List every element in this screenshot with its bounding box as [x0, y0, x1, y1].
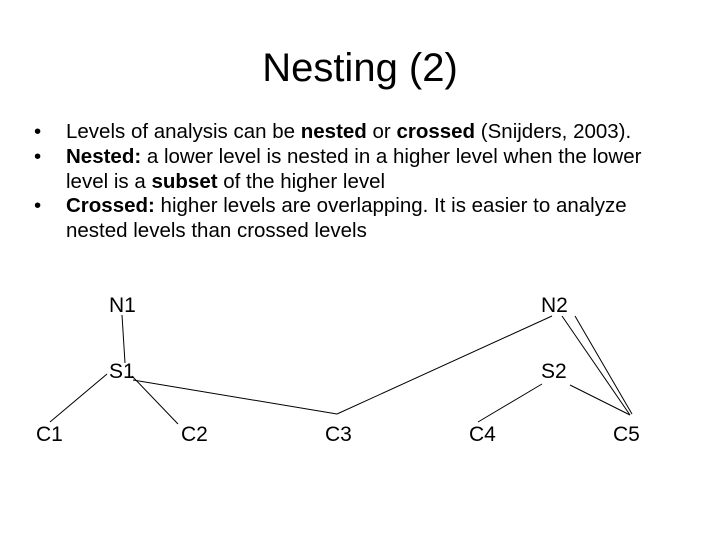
bullet-bold-text: Nested:	[66, 144, 142, 168]
bullet-text: Levels of analysis can be	[66, 120, 301, 143]
edge-s2-c5	[570, 385, 630, 415]
edge-n2-c3	[337, 316, 552, 414]
node-c5: C5	[613, 423, 640, 446]
bullet-bold-text: subset	[151, 169, 218, 193]
node-c1: C1	[36, 423, 63, 446]
edge-n1-s1	[122, 315, 125, 363]
node-c3: C3	[325, 423, 352, 446]
node-n2: N2	[541, 294, 568, 317]
bullet-text: higher levels are overlapping. It is easier to analyze nested levels than crossed levels	[66, 194, 627, 243]
bullet-bold-text: crossed	[396, 120, 476, 143]
bullet-text: or	[366, 120, 397, 143]
bullet-text: of the higher level	[217, 169, 386, 193]
node-s1: S1	[109, 360, 135, 383]
edge-n2-c4	[562, 316, 630, 415]
bullet-bold-text: nested	[300, 120, 367, 143]
node-c4: C4	[469, 423, 496, 446]
node-n1: N1	[109, 294, 136, 317]
edge-s1-c1	[50, 374, 107, 422]
edge-s2-c4	[478, 384, 542, 422]
bullet-text: (Snijders, 2003).	[475, 120, 632, 143]
bullet-bold-text: Crossed:	[66, 194, 155, 218]
node-c2: C2	[181, 423, 208, 446]
edge-n2-c5	[575, 316, 632, 414]
bullet-text: a lower level is nested in a higher level when the lower level is a	[66, 144, 642, 193]
node-s2: S2	[541, 360, 567, 383]
slide-title: Nesting (2)	[262, 46, 458, 90]
